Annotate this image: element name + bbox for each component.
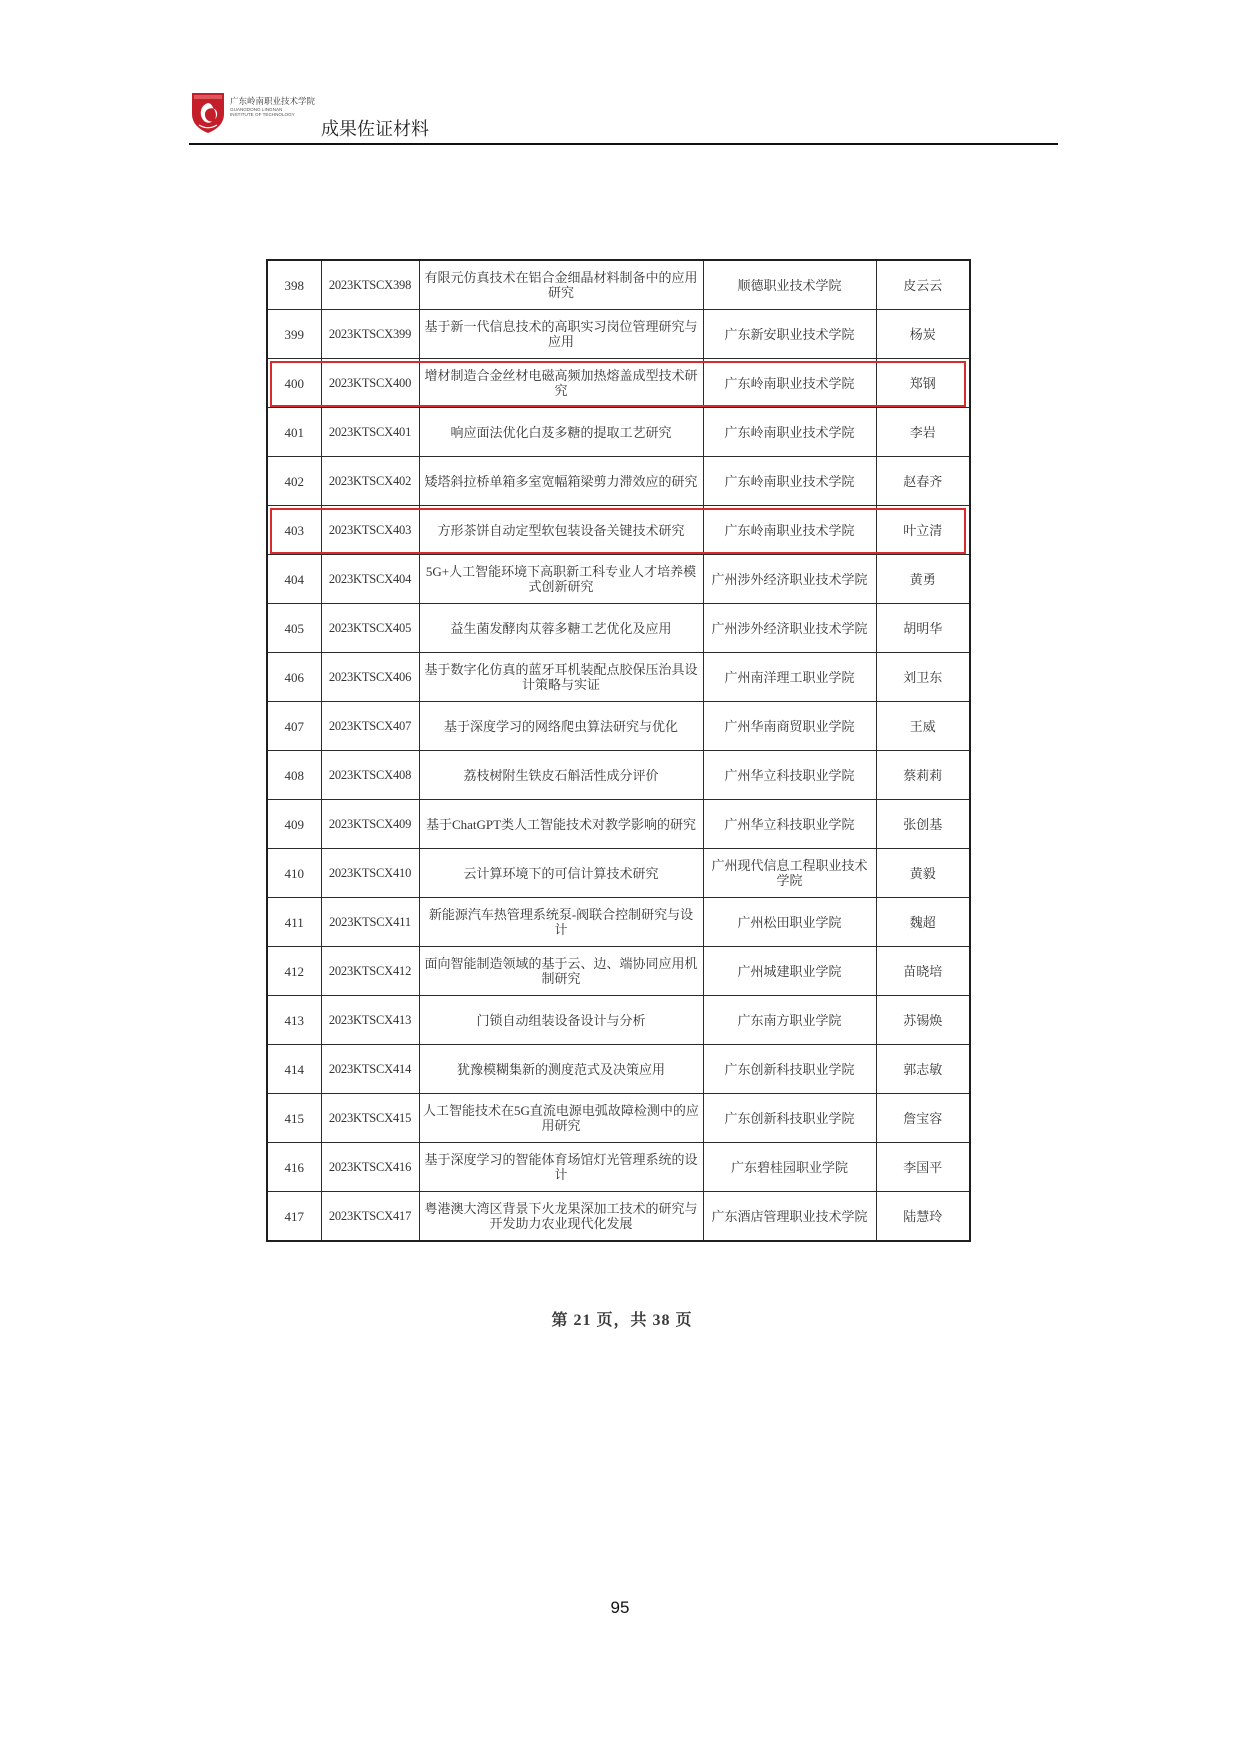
table-row [267, 310, 970, 359]
college-cell: 广东岭南职业技术学院 [703, 408, 876, 457]
project-code-cell: 2023KTSCX398 [321, 260, 419, 310]
project-title-cell: 基于数字化仿真的蓝牙耳机装配点胶保压治具设计策略与实证 [419, 653, 703, 702]
table-row [267, 604, 970, 653]
project-title-cell: 基于ChatGPT类人工智能技术对教学影响的研究 [419, 800, 703, 849]
leader-cell: 郑钢 [876, 359, 970, 408]
project-title-cell: 粤港澳大湾区背景下火龙果深加工技术的研究与开发助力农业现代化发展 [419, 1192, 703, 1242]
page-number: 95 [610, 1598, 630, 1617]
college-cell: 广州涉外经济职业技术学院 [703, 555, 876, 604]
row-number-cell: 417 [267, 1192, 321, 1242]
table-row [267, 506, 970, 555]
leader-cell: 黄勇 [876, 555, 970, 604]
project-title-cell: 新能源汽车热管理系统泵-阀联合控制研究与设计 [419, 898, 703, 947]
college-cell: 广东创新科技职业学院 [703, 1094, 876, 1143]
project-title-cell: 云计算环境下的可信计算技术研究 [419, 849, 703, 898]
table-row [267, 408, 970, 457]
leader-cell: 胡明华 [876, 604, 970, 653]
row-number-cell: 410 [267, 849, 321, 898]
row-number-cell: 401 [267, 408, 321, 457]
project-code-cell: 2023KTSCX413 [321, 996, 419, 1045]
school-name-en-line-1: GUANGDONG LINGNAN [230, 107, 283, 112]
table-row [267, 751, 970, 800]
project-title-cell: 益生菌发酵肉苁蓉多糖工艺优化及应用 [419, 604, 703, 653]
school-name-en-line-2: INSTITUTE OF TECHNOLOGY [230, 112, 295, 118]
table-row [267, 260, 970, 310]
school-name-en [230, 107, 295, 118]
college-cell: 广州华立科技职业学院 [703, 800, 876, 849]
row-number-cell: 403 [267, 506, 321, 555]
row-number-cell: 400 [267, 359, 321, 408]
project-code-cell: 2023KTSCX414 [321, 1045, 419, 1094]
leader-cell: 蔡莉莉 [876, 751, 970, 800]
row-number-cell: 411 [267, 898, 321, 947]
college-cell: 广州松田职业学院 [703, 898, 876, 947]
project-title-cell: 犹豫模糊集新的测度范式及决策应用 [419, 1045, 703, 1094]
college-cell: 顺德职业技术学院 [703, 260, 876, 310]
project-code-cell: 2023KTSCX403 [321, 506, 419, 555]
college-cell: 广东岭南职业技术学院 [703, 359, 876, 408]
table-row [267, 849, 970, 898]
scanned-page-indicator: 第 21 页，共 38 页 [551, 1312, 693, 1329]
leader-cell: 苗晓培 [876, 947, 970, 996]
project-title-cell: 基于深度学习的智能体育场馆灯光管理系统的设计 [419, 1143, 703, 1192]
college-cell: 广东岭南职业技术学院 [703, 506, 876, 555]
project-code-cell: 2023KTSCX404 [321, 555, 419, 604]
project-code-cell: 2023KTSCX407 [321, 702, 419, 751]
college-cell: 广东岭南职业技术学院 [703, 457, 876, 506]
project-code-cell: 2023KTSCX416 [321, 1143, 419, 1192]
college-cell: 广州华立科技职业学院 [703, 751, 876, 800]
row-number-cell: 414 [267, 1045, 321, 1094]
table-row [267, 800, 970, 849]
row-number-cell: 399 [267, 310, 321, 359]
project-code-cell: 2023KTSCX401 [321, 408, 419, 457]
row-number-cell: 398 [267, 260, 321, 310]
school-name-cn: 广东岭南职业技术学院 [230, 96, 316, 106]
row-number-cell: 415 [267, 1094, 321, 1143]
table-row [267, 898, 970, 947]
table-row [267, 947, 970, 996]
leader-cell: 王威 [876, 702, 970, 751]
project-list-body [267, 260, 970, 1241]
table-row [267, 359, 970, 408]
table-row [267, 702, 970, 751]
table-row [267, 996, 970, 1045]
row-number-cell: 412 [267, 947, 321, 996]
project-code-cell: 2023KTSCX400 [321, 359, 419, 408]
leader-cell: 黄毅 [876, 849, 970, 898]
project-code-cell: 2023KTSCX408 [321, 751, 419, 800]
college-cell: 广东碧桂园职业学院 [703, 1143, 876, 1192]
row-number-cell: 408 [267, 751, 321, 800]
table-row [267, 653, 970, 702]
table-row [267, 1192, 970, 1242]
leader-cell: 刘卫东 [876, 653, 970, 702]
leader-cell: 陆慧玲 [876, 1192, 970, 1242]
row-number-cell: 416 [267, 1143, 321, 1192]
project-title-cell: 有限元仿真技术在铝合金细晶材料制备中的应用研究 [419, 260, 703, 310]
document-title: 成果佐证材料 [321, 119, 429, 139]
row-number-cell: 413 [267, 996, 321, 1045]
project-title-cell: 基于深度学习的网络爬虫算法研究与优化 [419, 702, 703, 751]
leader-cell: 叶立清 [876, 506, 970, 555]
project-title-cell: 人工智能技术在5G直流电源电弧故障检测中的应用研究 [419, 1094, 703, 1143]
college-cell: 广东新安职业技术学院 [703, 310, 876, 359]
college-cell: 广州城建职业学院 [703, 947, 876, 996]
project-title-cell: 增材制造合金丝材电磁高频加热熔盖成型技术研究 [419, 359, 703, 408]
college-cell: 广州现代信息工程职业技术学院 [703, 849, 876, 898]
leader-cell: 杨炭 [876, 310, 970, 359]
college-cell: 广州涉外经济职业技术学院 [703, 604, 876, 653]
leader-cell: 皮云云 [876, 260, 970, 310]
row-number-cell: 407 [267, 702, 321, 751]
leader-cell: 赵春齐 [876, 457, 970, 506]
college-cell: 广东酒店管理职业技术学院 [703, 1192, 876, 1242]
college-cell: 广东创新科技职业学院 [703, 1045, 876, 1094]
row-number-cell: 405 [267, 604, 321, 653]
project-code-cell: 2023KTSCX399 [321, 310, 419, 359]
project-title-cell: 方形茶饼自动定型软包装设备关键技术研究 [419, 506, 703, 555]
project-code-cell: 2023KTSCX402 [321, 457, 419, 506]
project-code-cell: 2023KTSCX417 [321, 1192, 419, 1242]
project-code-cell: 2023KTSCX412 [321, 947, 419, 996]
project-code-cell: 2023KTSCX411 [321, 898, 419, 947]
project-code-cell: 2023KTSCX409 [321, 800, 419, 849]
table-row [267, 1045, 970, 1094]
table-row [267, 555, 970, 604]
project-code-cell: 2023KTSCX406 [321, 653, 419, 702]
project-title-cell: 面向智能制造领域的基于云、边、端协同应用机制研究 [419, 947, 703, 996]
table-row [267, 1143, 970, 1192]
project-title-cell: 响应面法优化白芨多糖的提取工艺研究 [419, 408, 703, 457]
project-code-cell: 2023KTSCX405 [321, 604, 419, 653]
college-cell: 广州南洋理工职业学院 [703, 653, 876, 702]
row-number-cell: 402 [267, 457, 321, 506]
project-title-cell: 5G+人工智能环境下高职新工科专业人才培养模式创新研究 [419, 555, 703, 604]
header-divider [189, 143, 1058, 145]
college-cell: 广东南方职业学院 [703, 996, 876, 1045]
project-title-cell: 基于新一代信息技术的高职实习岗位管理研究与应用 [419, 310, 703, 359]
leader-cell: 李国平 [876, 1143, 970, 1192]
table-row [267, 1094, 970, 1143]
project-code-cell: 2023KTSCX410 [321, 849, 419, 898]
project-title-cell: 荔枝树附生铁皮石斛活性成分评价 [419, 751, 703, 800]
leader-cell: 苏锡焕 [876, 996, 970, 1045]
leader-cell: 张创基 [876, 800, 970, 849]
project-title-cell: 矮塔斜拉桥单箱多室宽幅箱梁剪力滞效应的研究 [419, 457, 703, 506]
leader-cell: 詹宝容 [876, 1094, 970, 1143]
row-number-cell: 406 [267, 653, 321, 702]
leader-cell: 李岩 [876, 408, 970, 457]
project-title-cell: 门锁自动组装设备设计与分析 [419, 996, 703, 1045]
college-cell: 广州华南商贸职业学院 [703, 702, 876, 751]
leader-cell: 魏超 [876, 898, 970, 947]
table-row [267, 457, 970, 506]
row-number-cell: 404 [267, 555, 321, 604]
project-list-table [266, 259, 971, 1242]
row-number-cell: 409 [267, 800, 321, 849]
project-code-cell: 2023KTSCX415 [321, 1094, 419, 1143]
leader-cell: 郭志敏 [876, 1045, 970, 1094]
college-emblem-icon [191, 92, 225, 134]
